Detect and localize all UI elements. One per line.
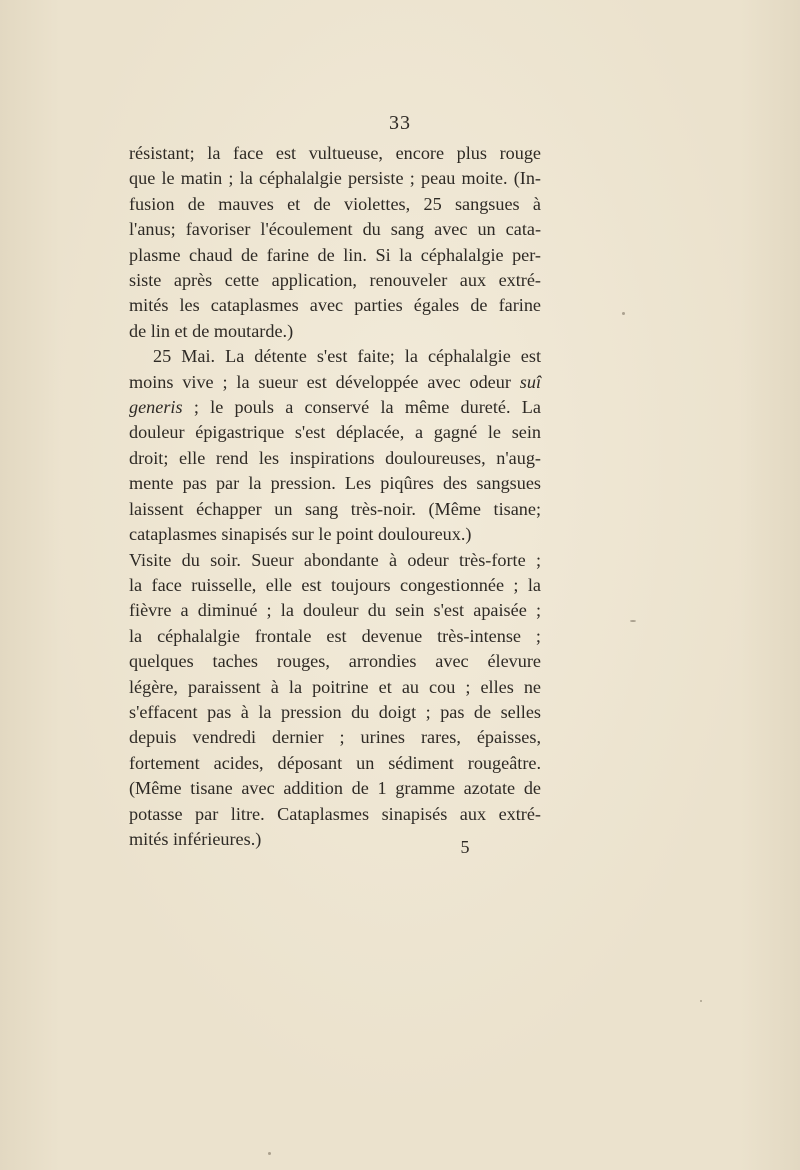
text-segment: ; le pouls a conservé la même dureté. La <box>182 397 541 418</box>
text-line <box>129 370 541 395</box>
text-line: que le matin ; la céphalalgie persiste ; peau moite. (In- <box>129 168 541 189</box>
text-line: Visite du soir. Sueur abondante à odeur très-forte ; <box>129 549 541 570</box>
text-line: l'anus; favoriser l'écoulement du sang avec un cata- <box>129 219 541 240</box>
text-line: fusion de mauves et de violettes, 25 sangsues à <box>129 193 541 214</box>
body-text <box>129 141 541 852</box>
signature-mark: 5 <box>460 837 470 857</box>
text-line: mités les cataplasmes avec parties égales de farine <box>129 295 541 316</box>
text-line: douleur épigastrique s'est déplacée, a gagné le sein <box>129 422 541 443</box>
text-line: fièvre a diminué ; la douleur du sein s'est apaisée ; <box>129 600 541 621</box>
text-line: légère, paraissent à la poitrine et au cou ; elles ne <box>129 676 541 697</box>
latin-term: suî <box>519 371 542 392</box>
text-line: 25 Mai. La détente s'est faite; la céphalalgie est <box>153 346 541 367</box>
text-line: fortement acides, déposant un sédiment rougeâtre. <box>129 752 541 773</box>
text-line: siste après cette application, renouveler aux extré- <box>129 270 541 291</box>
text-line: la face ruisselle, elle est toujours congestionnée ; la <box>129 574 541 595</box>
text-line: mités inférieures.) <box>129 828 262 849</box>
text-line: plasme chaud de farine de lin. Si la céphalalgie per- <box>129 244 541 265</box>
page-number: 33 <box>389 112 411 134</box>
text-line <box>129 395 541 420</box>
text-line: de lin et de moutarde.) <box>129 320 294 341</box>
text-line: laissent échapper un sang très-noir. (Même tisane; <box>129 498 541 519</box>
paper-speck <box>700 1000 702 1002</box>
text-line: cataplasmes sinapisés sur le point douloureux.) <box>129 524 472 545</box>
text-line: mente pas par la pression. Les piqûres des sangsues <box>129 473 541 494</box>
text-line: depuis vendredi dernier ; urines rares, épaisses, <box>129 727 541 748</box>
text-line: s'effacent pas à la pression du doigt ; pas de selles <box>129 701 541 722</box>
text-line: (Même tisane avec addition de 1 gramme azotate de <box>129 778 541 799</box>
paper-speck <box>622 312 625 315</box>
text-line: quelques taches rouges, arrondies avec élevure <box>129 651 541 672</box>
text-line: la céphalalgie frontale est devenue très-intense ; <box>129 625 541 646</box>
text-segment: moins vive ; la sueur est développée avec odeur <box>129 371 511 392</box>
paper-speck <box>268 1152 271 1155</box>
paper-speck <box>630 620 636 622</box>
text-line: potasse par litre. Cataplasmes sinapisés aux extré- <box>129 803 541 824</box>
text-line: résistant; la face est vultueuse, encore plus rouge <box>129 143 541 163</box>
text-line: droit; elle rend les inspirations douloureuses, n'aug- <box>129 447 541 468</box>
latin-term: generis <box>129 397 183 418</box>
